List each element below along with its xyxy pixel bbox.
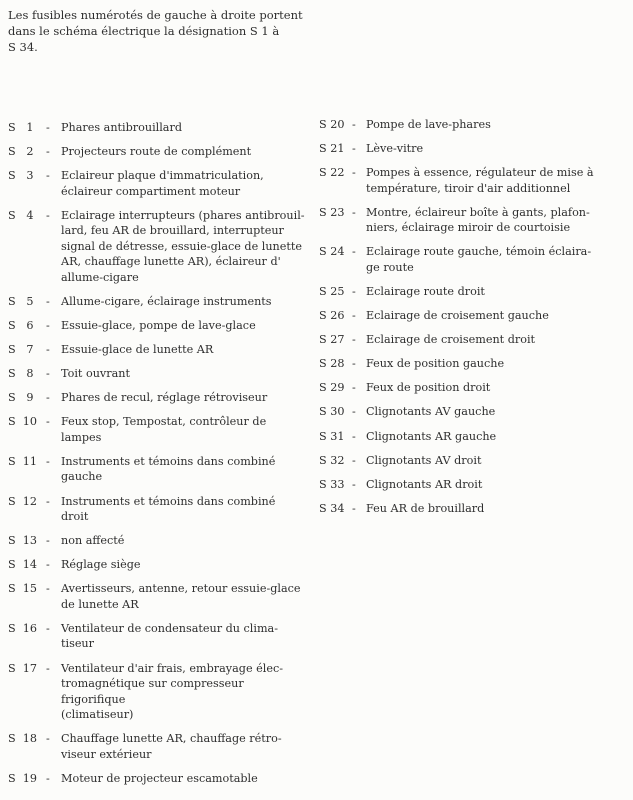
fuse-number: S 14 xyxy=(8,558,38,572)
fuse-number: S 27 xyxy=(319,333,345,347)
fuse-dash: - xyxy=(46,343,50,357)
fuse-description: Phares de recul, réglage rétroviseur xyxy=(61,391,268,405)
fuse-dash: - xyxy=(46,771,50,785)
fuse-number: S 31 xyxy=(319,429,345,443)
fuse-entry xyxy=(8,581,308,612)
fuse-number: S 16 xyxy=(8,621,38,635)
left-fuse-column xyxy=(8,120,308,786)
fuse-dash: - xyxy=(46,294,50,308)
fuse-number: S 15 xyxy=(8,582,38,596)
fuse-dash: - xyxy=(46,732,50,746)
right-fuse-column xyxy=(319,117,631,516)
fuse-description: Clignotants AR droit xyxy=(366,477,483,491)
fuse-number: S 34 xyxy=(319,501,345,515)
fuse-number: S 26 xyxy=(319,309,345,323)
fuse-description: Phares antibrouillard xyxy=(61,121,182,134)
fuse-number: S 4 xyxy=(8,208,34,222)
fuse-description: Eclairage route gauche, témoin éclaira- ge route xyxy=(366,245,592,274)
fuse-entry xyxy=(8,661,308,723)
fuse-description: Eclairage route droit xyxy=(366,284,485,298)
fuse-entry xyxy=(8,494,308,525)
fuse-dash: - xyxy=(46,208,50,222)
fuse-entry xyxy=(319,477,631,493)
fuse-description: Feux stop, Tempostat, contrôleur de lampes xyxy=(61,415,267,444)
fuse-entry xyxy=(319,332,631,348)
fuse-description: Eclaireur plaque d'immatriculation, éclaireur compartiment moteur xyxy=(61,169,264,198)
fuse-dash: - xyxy=(46,367,50,381)
fuse-description: Essuie-glace, pompe de lave-glace xyxy=(61,318,256,332)
fuse-dash: - xyxy=(46,621,50,635)
fuse-number: S 8 xyxy=(8,367,34,381)
fuse-entry xyxy=(319,501,631,517)
fuse-entry xyxy=(319,308,631,324)
fuse-dash: - xyxy=(46,121,50,134)
fuse-dash: - xyxy=(46,494,50,508)
fuse-description: Clignotants AR gauche xyxy=(366,429,497,443)
fuse-entry xyxy=(8,318,308,334)
fuse-number: S 28 xyxy=(319,357,345,371)
fuse-description: Eclairage de croisement gauche xyxy=(366,309,549,323)
fuse-description: Toit ouvrant xyxy=(61,367,130,381)
fuse-dash: - xyxy=(46,454,50,468)
fuse-entry xyxy=(319,284,631,300)
fuse-dash: - xyxy=(46,145,50,159)
fuse-number: S 20 xyxy=(319,118,345,131)
fuse-dash: - xyxy=(352,142,356,156)
fuse-dash: - xyxy=(46,391,50,405)
fuse-description: Lève-vitre xyxy=(366,142,424,156)
fuse-entry xyxy=(8,120,308,136)
fuse-entry xyxy=(319,453,631,469)
fuse-description: non affecté xyxy=(61,534,125,548)
fuse-entry xyxy=(319,244,631,275)
fuse-number: S 24 xyxy=(319,245,345,259)
fuse-dash: - xyxy=(352,245,356,259)
fuse-entry xyxy=(319,404,631,420)
fuse-description: Essuie-glace de lunette AR xyxy=(61,343,214,357)
fuse-number: S 7 xyxy=(8,343,34,357)
fuse-entry xyxy=(319,165,631,196)
fuse-entry xyxy=(8,144,308,160)
fuse-entry xyxy=(319,429,631,445)
fuse-dash: - xyxy=(352,405,356,419)
fuse-dash: - xyxy=(46,169,50,183)
fuse-entry xyxy=(319,380,631,396)
fuse-number: S 30 xyxy=(319,405,345,419)
fuse-description: Allume-cigare, éclairage instruments xyxy=(61,294,272,308)
fuse-dash: - xyxy=(46,582,50,596)
fuse-number: S 17 xyxy=(8,661,38,675)
fuse-number: S 11 xyxy=(8,454,38,468)
fuse-entry xyxy=(8,731,308,762)
fuse-description: Pompes à essence, régulateur de mise à température, tiroir d'air additionnel xyxy=(366,166,594,195)
fuse-dash: - xyxy=(352,118,356,131)
fuse-entry xyxy=(8,168,308,199)
fuse-number: S 5 xyxy=(8,294,34,308)
fuse-entry xyxy=(8,342,308,358)
fuse-number: S 29 xyxy=(319,381,345,395)
fuse-dash: - xyxy=(352,453,356,467)
fuse-dash: - xyxy=(352,284,356,298)
fuse-entry xyxy=(319,117,631,133)
fuse-description: Pompe de lave-phares xyxy=(366,118,491,131)
fuse-dash: - xyxy=(352,429,356,443)
fuse-description: Instruments et témoins dans combiné droit xyxy=(61,494,276,524)
fuse-dash: - xyxy=(46,415,50,429)
fuse-dash: - xyxy=(352,477,356,491)
fuse-description: Feux de position gauche xyxy=(366,357,505,371)
fuse-description: Feu AR de brouillard xyxy=(366,501,485,515)
fuse-number: S 21 xyxy=(319,142,345,156)
fuse-description: Ventilateur de condensateur du clima- tiseur xyxy=(61,621,278,651)
fuse-number: S 3 xyxy=(8,169,34,183)
fuse-entry xyxy=(8,771,308,787)
fuse-number: S 19 xyxy=(8,771,38,785)
fuse-number: S 10 xyxy=(8,415,38,429)
fuse-entry xyxy=(8,208,308,286)
fuse-dash: - xyxy=(352,501,356,515)
fuse-entry xyxy=(8,557,308,573)
fuse-number: S 13 xyxy=(8,534,38,548)
fuse-dash: - xyxy=(46,318,50,332)
fuse-number: S 23 xyxy=(319,205,345,219)
fuse-dash: - xyxy=(46,558,50,572)
fuse-entry xyxy=(8,414,308,445)
fuse-description: Instruments et témoins dans combiné gauche xyxy=(61,454,276,484)
fuse-number: S 33 xyxy=(319,477,345,491)
fuse-entry xyxy=(8,454,308,485)
fuse-dash: - xyxy=(352,333,356,347)
fuse-entry xyxy=(8,366,308,382)
fuse-description: Réglage siège xyxy=(61,558,141,572)
fuse-description: Montre, éclaireur boîte à gants, plafon- niers, éclairage miroir de courtoisie xyxy=(366,205,590,235)
fuse-description: Eclairage interrupteurs (phares antibrouil- lard, feu AR de brouillard, interrupteur signal de détresse, essuie-glace de lunette AR, chauffage lunette AR), éclaireur d' allume-cigare xyxy=(61,208,305,284)
fuse-number: S 12 xyxy=(8,494,38,508)
fuse-description: Clignotants AV gauche xyxy=(366,405,496,419)
fuse-entry xyxy=(319,205,631,236)
fuse-dash: - xyxy=(46,534,50,548)
fuse-description: Avertisseurs, antenne, retour essuie-glace de lunette AR xyxy=(61,582,301,611)
fuse-description: Eclairage de croisement droit xyxy=(366,333,536,347)
fuse-entry xyxy=(319,356,631,372)
fuse-dash: - xyxy=(352,357,356,371)
fuse-number: S 1 xyxy=(8,121,34,134)
fuse-dash: - xyxy=(46,661,50,675)
fuse-description: Feux de position droit xyxy=(366,381,491,395)
fuse-entry xyxy=(8,294,308,310)
fuse-description: Chauffage lunette AR, chauffage rétro- viseur extérieur xyxy=(61,732,282,761)
fuse-description: Ventilateur d'air frais, embrayage élec- tromagnétique sur compresseur frigorifique (climatiseur) xyxy=(61,661,284,721)
fuse-dash: - xyxy=(352,381,356,395)
fuse-entry xyxy=(8,533,308,549)
fuse-entry xyxy=(319,141,631,157)
fuse-number: S 2 xyxy=(8,145,34,159)
fuse-description: Clignotants AV droit xyxy=(366,453,482,467)
fuse-description: Moteur de projecteur escamotable xyxy=(61,771,258,785)
fuse-dash: - xyxy=(352,166,356,180)
fuse-number: S 18 xyxy=(8,732,38,746)
fuse-dash: - xyxy=(352,205,356,219)
fuse-number: S 9 xyxy=(8,391,34,405)
fuse-entry xyxy=(8,621,308,652)
intro-text: Les fusibles numérotés de gauche à droite portent dans le schéma électrique la désignation S 1 à S 34. xyxy=(8,8,303,54)
fuse-dash: - xyxy=(352,309,356,323)
fuse-number: S 32 xyxy=(319,453,345,467)
fuse-number: S 22 xyxy=(319,166,345,180)
fuse-description: Projecteurs route de complément xyxy=(61,145,252,159)
fuse-number: S 6 xyxy=(8,318,34,332)
fuse-entry xyxy=(8,390,308,406)
fuse-number: S 25 xyxy=(319,284,345,298)
